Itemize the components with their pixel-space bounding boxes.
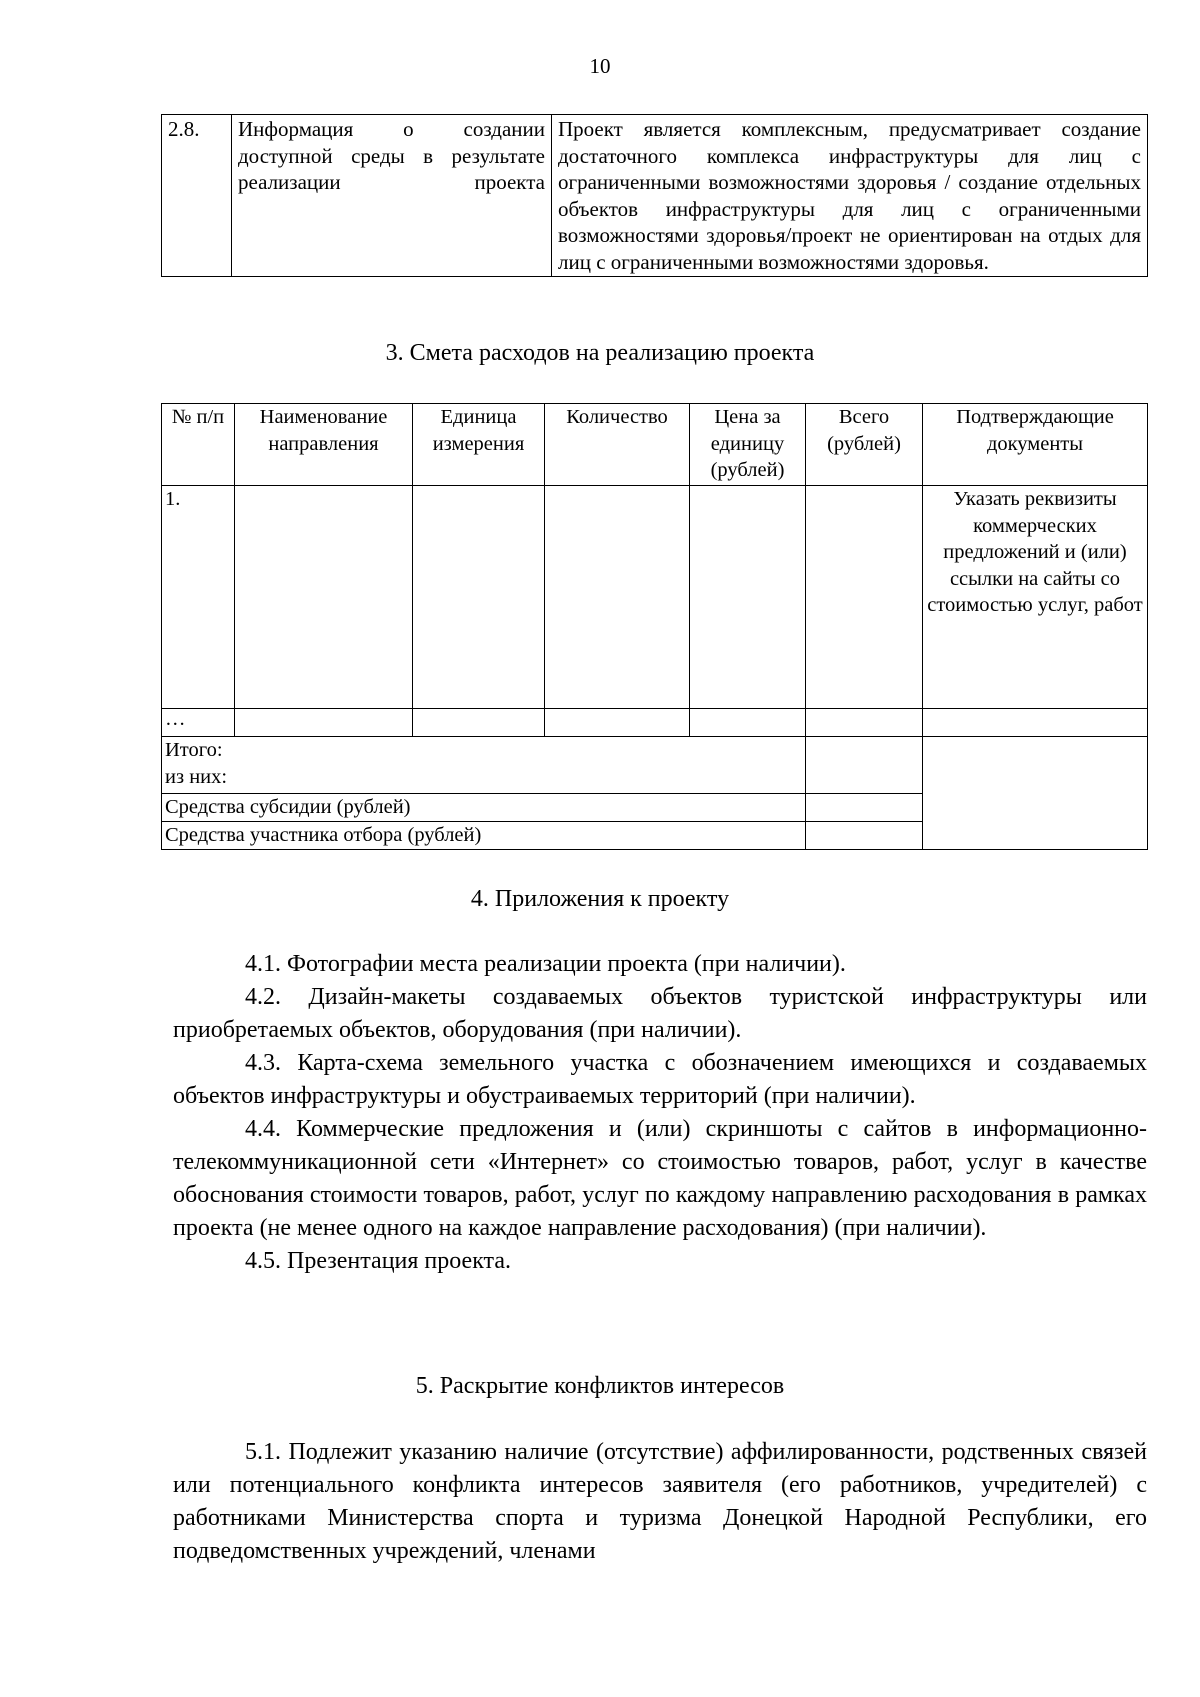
cell (545, 709, 690, 737)
estimate-header-row (162, 404, 1148, 486)
cell (413, 709, 545, 737)
total-row (162, 737, 1148, 794)
subsidy-label: Средства субсидии (рублей) (162, 794, 806, 822)
row-label: Информация о создании доступной среды в результате реализации проекта (232, 115, 552, 277)
of-them-label: из них: (165, 765, 228, 788)
appendix-item: 4.1. Фотографии места реализации проекта (при наличии). (245, 951, 846, 977)
participant-value-cell (806, 822, 923, 850)
cell (690, 709, 806, 737)
merged-empty-cell (923, 737, 1148, 850)
cell (235, 486, 413, 709)
col-header-unit-price: Цена за единицу (рублей) (690, 404, 806, 486)
total-label: Итого: (165, 739, 223, 761)
table-row (162, 115, 1148, 277)
row-number: 1. (162, 486, 235, 709)
table-row (162, 486, 1148, 709)
estimate-table (161, 403, 1148, 850)
appendix-item: 4.4. Коммерческие предложения и (или) скриншоты с сайтов в информационно-телекоммуникационной сети «Интернет» со стоимостью товаров, работ, услуг в качестве обоснования стоимости товаров, работ, услуг по каждому направлению расходования в рамках проекта (не менее одного на каждое направление расходования) (при наличии). (173, 1116, 1147, 1241)
appendices-list (173, 948, 1147, 1278)
subsidy-value-cell (806, 794, 923, 822)
col-header-unit: Единица измерения (413, 404, 545, 486)
cell (545, 486, 690, 709)
appendix-item: 4.3. Карта-схема земельного участка с обозначением имеющихся и создаваемых объектов инфраструктуры и обустраиваемых территорий (при наличии). (173, 1050, 1147, 1109)
paragraph: 5.1. Подлежит указанию наличие (отсутствие) аффилированности, родственных связей или потенциального конфликта интересов заявителя (его работников, учредителей) с работниками Министерства спорта и туризма Донецкой Народной Республики, его подведомственных учреждений, членами (173, 1439, 1147, 1564)
col-header-total: Всего (рублей) (806, 404, 923, 486)
table-row (162, 709, 1148, 737)
cell (690, 486, 806, 709)
section-5-title: 5. Раскрытие конфликтов интересов (415, 1373, 785, 1399)
total-value-cell (806, 737, 923, 794)
appendix-item: 4.5. Презентация проекта. (245, 1248, 511, 1274)
page-number: 10 (589, 54, 611, 78)
section-5-body (173, 1436, 1147, 1568)
col-header-quantity: Количество (545, 404, 690, 486)
section-4-title: 4. Приложения к проекту (470, 886, 730, 912)
row-ellipsis: … (162, 709, 235, 737)
project-info-table (161, 114, 1148, 277)
col-header-direction: Наименование направления (235, 404, 413, 486)
participant-label: Средства участника отбора (рублей) (162, 822, 806, 850)
row-number: 2.8. (162, 115, 232, 277)
col-header-number: № п/п (162, 404, 235, 486)
section-3-title: 3. Смета расходов на реализацию проекта (385, 340, 815, 366)
cell (235, 709, 413, 737)
cell (923, 709, 1148, 737)
documents-cell: Указать реквизиты коммерческих предложений и (или) ссылки на сайты со стоимостью услуг, работ (923, 486, 1148, 709)
row-value: Проект является комплексным, предусматривает создание достаточного комплекса инфраструктуры для лиц с ограниченными возможностями здоровья / создание отдельных объектов инфраструктуры для лиц с ограниченными возможностями здоровья/проект не ориентирован на отдых для лиц с ограниченными возможностями здоровья. (552, 115, 1148, 277)
total-label-cell (162, 737, 806, 794)
cell (806, 709, 923, 737)
appendix-item: 4.2. Дизайн-макеты создаваемых объектов туристской инфраструктуры или приобретаемых объектов, оборудования (при наличии). (173, 984, 1147, 1043)
cell (413, 486, 545, 709)
cell (806, 486, 923, 709)
col-header-documents: Подтверждающие документы (923, 404, 1148, 486)
